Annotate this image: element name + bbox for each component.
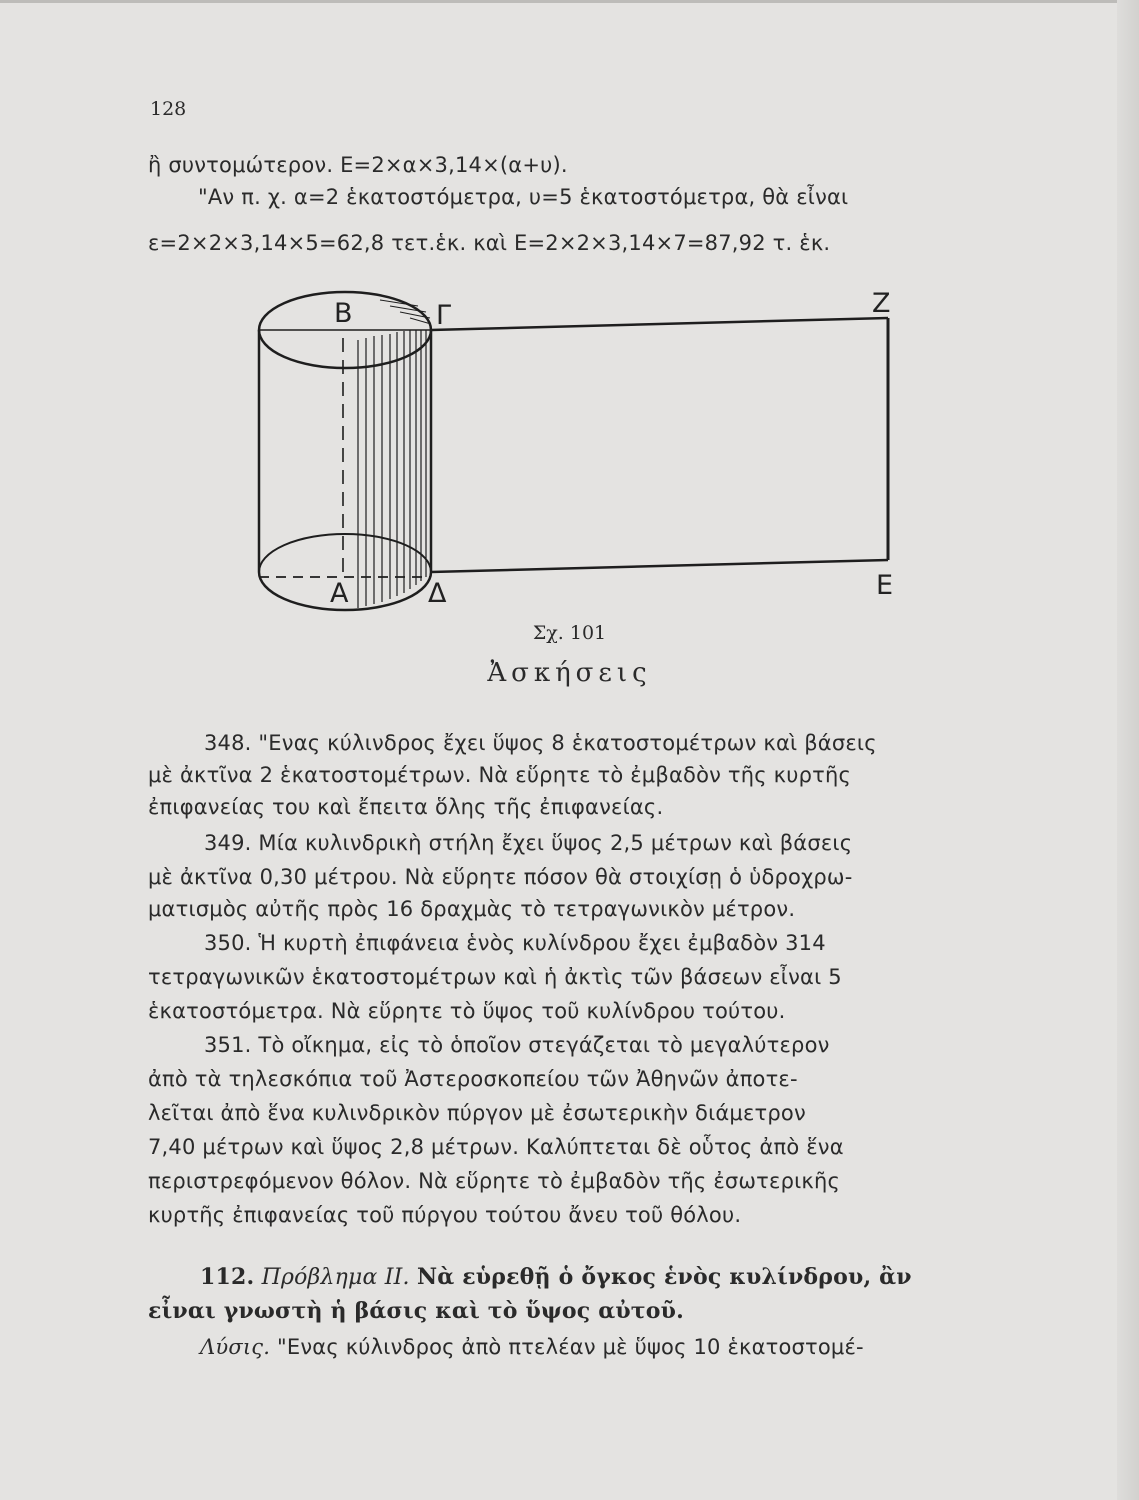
exercise-348-line-2: μὲ ἀκτῖνα 2 ἑκατοστομέτρων. Νὰ εὕρητε τὸ ἐμβαδὸν τῆς κυρτῆς bbox=[148, 763, 852, 787]
page-number: 128 bbox=[150, 98, 187, 120]
exercise-348-line-3: ἐπιφανείας του καὶ ἔπειτα ὅλης τῆς ἐπιφανείας. bbox=[148, 795, 664, 819]
surface-hatching bbox=[358, 330, 426, 608]
problem-title-line-2: εἶναι γνωστὴ ἡ βάσις καὶ τὸ ὕψος αὐτοῦ. bbox=[148, 1298, 685, 1324]
solution-label: Λύσις. bbox=[200, 1335, 271, 1359]
exercise-350-line-2: τετραγωνικῶν ἑκατοστομέτρων καὶ ἡ ἀκτὶς τῶν βάσεων εἶναι 5 bbox=[148, 965, 842, 989]
label-a: Α bbox=[330, 578, 349, 609]
label-b: Β bbox=[334, 298, 353, 329]
exercise-350-line-3: ἑκατοστόμετρα. Νὰ εὕρητε τὸ ὕψος τοῦ κυλίνδρου τούτου. bbox=[148, 999, 786, 1023]
rectangle-bottom-edge bbox=[431, 560, 888, 572]
exercise-351-line-3: λεῖται ἀπὸ ἕνα κυλινδρικὸν πύργον μὲ ἐσωτερικὴν διάμετρον bbox=[148, 1101, 806, 1125]
exercises-heading: Ἀσκήσεις bbox=[487, 658, 652, 688]
problem-label: Πρόβλημα ΙΙ. bbox=[261, 1265, 410, 1290]
top-shading bbox=[380, 300, 431, 324]
exercise-351-line-6: κυρτῆς ἐπιφανείας τοῦ πύργου τούτου ἄνευ τοῦ θόλου. bbox=[148, 1203, 742, 1227]
exercise-350-line-1: 350. Ἡ κυρτὴ ἐπιφάνεια ἑνὸς κυλίνδρου ἔχει ἐμβαδὸν 314 bbox=[204, 931, 826, 955]
exercise-351-line-4: 7,40 μέτρων καὶ ὕψος 2,8 μέτρων. Καλύπτεται δὲ οὗτος ἀπὸ ἕνα bbox=[148, 1135, 844, 1159]
problem-number: 112. bbox=[200, 1264, 255, 1290]
exercise-349-line-3: ματισμὸς αὐτῆς πρὸς 16 δραχμὰς τὸ τετραγωνικὸν μέτρον. bbox=[148, 897, 796, 921]
problem-title-line-1 bbox=[200, 1262, 1080, 1293]
page-right-edge bbox=[1117, 0, 1139, 1500]
formula-line-2: ε=2×2×3,14×5=62,8 τετ.ἑκ. καὶ Ε=2×2×3,14×7=87,92 τ. ἑκ. bbox=[148, 231, 831, 255]
rectangle-top-edge bbox=[431, 318, 888, 330]
problem-title-1: Νὰ εὑρεθῇ ὁ ὄγκος ἑνὸς κυλίνδρου, ἂν bbox=[416, 1264, 912, 1290]
page-top-edge bbox=[0, 0, 1139, 3]
label-g: Γ bbox=[436, 300, 452, 331]
exercise-351-line-1: 351. Τὸ οἴκημα, εἰς τὸ ὁποῖον στεγάζεται τὸ μεγαλύτερον bbox=[204, 1033, 830, 1057]
exercise-349-line-2: μὲ ἀκτῖνα 0,30 μέτρου. Νὰ εὕρητε πόσον θὰ στοιχίσῃ ὁ ὑδροχρω- bbox=[148, 865, 853, 889]
solution-text: "Ενας κύλινδρος ἀπὸ πτελέαν μὲ ὕψος 10 ἑκατοστομέ- bbox=[277, 1335, 864, 1359]
example-line: "Αν π. χ. α=2 ἑκατοστόμετρα, υ=5 ἑκατοστόμετρα, θὰ εἶναι bbox=[198, 185, 849, 209]
exercise-349-line-1: 349. Μία κυλινδρικὴ στήλη ἔχει ὕψος 2,5 μέτρων καὶ βάσεις bbox=[204, 831, 853, 855]
label-e: Ε bbox=[876, 570, 894, 601]
figure-caption: Σχ. 101 bbox=[532, 622, 607, 644]
label-z: Ζ bbox=[872, 288, 891, 319]
exercise-351-line-5: περιστρεφόμενον θόλον. Νὰ εὕρητε τὸ ἐμβαδὸν τῆς ἐσωτερικῆς bbox=[148, 1169, 841, 1193]
cylinder-figure bbox=[240, 280, 900, 620]
bottom-ellipse-back bbox=[259, 534, 431, 572]
label-d: Δ bbox=[428, 578, 447, 609]
exercise-348-line-1: 348. "Ενας κύλινδρος ἔχει ὕψος 8 ἑκατοστομέτρων καὶ βάσεις bbox=[204, 731, 877, 755]
formula-line-1: ἢ συντομώτερον. Ε=2×α×3,14×(α+υ). bbox=[148, 153, 568, 177]
solution-line bbox=[200, 1332, 1080, 1362]
exercise-351-line-2: ἀπὸ τὰ τηλεσκόπια τοῦ Ἀστεροσκοπείου τῶν Ἀθηνῶν ἀποτε- bbox=[148, 1067, 798, 1091]
